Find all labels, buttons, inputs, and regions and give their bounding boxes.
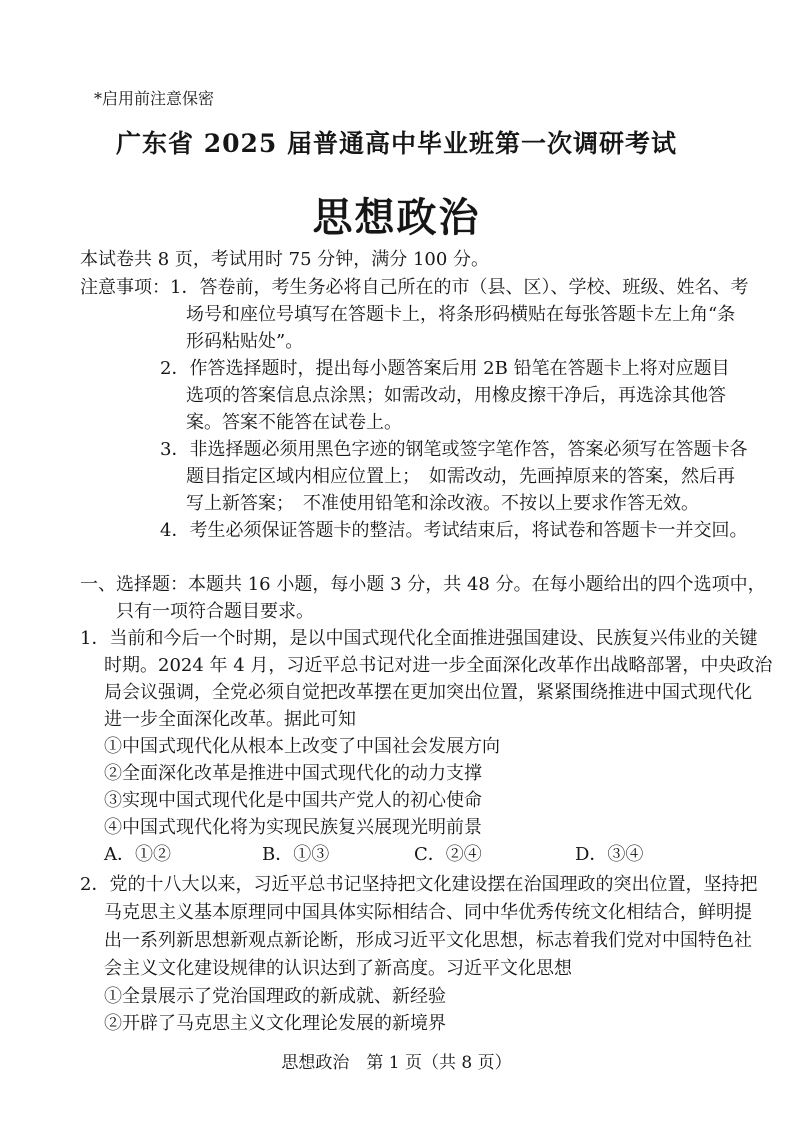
question-2-stem-line-4: 会主义文化建设规律的认识达到了新高度。习近平文化思想 [104, 958, 572, 979]
subject-title: 思想政治 [312, 194, 481, 241]
question-2-stem-line-2: 马克思主义基本原理同中国具体实际相结合、同中华优秀传统文化相结合，鲜明提 [104, 902, 752, 923]
question-2-stem-line-1: 2．党的十八大以来，习近平总书记坚持把文化建设摆在治国理政的突出位置，坚持把 [80, 874, 758, 895]
question-1-statement-2: ②全面深化改革是推进中国式现代化的动力支撑 [104, 763, 482, 784]
notice-item-2-line-3: 案。答案不能答在试卷上。 [186, 412, 402, 433]
exam-intro: 本试卷共 8 页，考试用时 75 分钟，满分 100 分。 [80, 249, 490, 270]
notice-item-1-line-1: 1．答卷前，考生务必将自己所在的市（县、区）、学校、班级、姓名、考 [170, 277, 749, 298]
question-1-option-c: C．②④ [414, 844, 482, 865]
page-footer: 思想政治 第 1 页（共 8 页） [281, 1053, 512, 1073]
section-1-heading-line-1: 一、选择题：本题共 16 小题，每小题 3 分，共 48 分。在每小题给出的四个选项中， [80, 574, 766, 595]
question-1-option-a: A．①② [104, 844, 171, 865]
question-1-option-d: D．③④ [575, 844, 644, 865]
exam-title: 广东省 2025 届普通高中毕业班第一次调研考试 [116, 129, 677, 158]
confidential-notice: *启用前注意保密 [94, 89, 215, 108]
notice-item-3-line-3: 写上新答案； 不准使用铅笔和涂改液。不按以上要求作答无效。 [186, 493, 699, 514]
question-2-stem-line-3: 出一系列新思想新观点新论断，形成习近平文化思想，标志着我们党对中国特色社 [104, 930, 752, 951]
notice-item-2-line-2: 选项的答案信息点涂黑；如需改动，用橡皮擦干净后，再选涂其他答 [186, 385, 726, 406]
question-1-stem-line-4: 进一步全面深化改革。据此可知 [104, 709, 356, 730]
question-1-statement-3: ③实现中国式现代化是中国共产党人的初心使命 [104, 790, 482, 811]
section-1-heading-line-2: 只有一项符合题目要求。 [116, 601, 314, 622]
question-1-stem-line-2: 时期。2024 年 4 月，习近平总书记对进一步全面深化改革作出战略部署，中央政治 [104, 655, 773, 676]
notice-item-4-line-1: 4．考生必须保证答题卡的整洁。考试结束后，将试卷和答题卡一并交回。 [160, 520, 748, 541]
question-1-stem-line-1: 1．当前和今后一个时期，是以中国式现代化全面推进强国建设、民族复兴伟业的关键 [80, 628, 758, 649]
notice-item-3-line-2: 题目指定区域内相应位置上； 如需改动，先画掉原来的答案，然后再 [186, 466, 735, 487]
question-2-statement-2: ②开辟了马克思主义文化理论发展的新境界 [104, 1013, 446, 1034]
question-1-stem-line-3: 局会议强调，全党必须自觉把改革摆在更加突出位置，紧紧围绕推进中国式现代化 [104, 682, 752, 703]
question-1-statement-1: ①中国式现代化从根本上改变了中国社会发展方向 [104, 736, 500, 757]
notice-item-1-line-3: 形码粘贴处”。 [186, 331, 304, 352]
notice-label: 注意事项： [80, 277, 170, 298]
notice-item-1-line-2: 场号和座位号填写在答题卡上，将条形码横贴在每张答题卡左上角“条 [186, 304, 736, 325]
question-1-statement-4: ④中国式现代化将为实现民族复兴展现光明前景 [104, 817, 482, 838]
notice-item-2-line-1: 2．作答选择题时，提出每小题答案后用 2B 铅笔在答题卡上将对应题目 [160, 358, 730, 379]
question-1-option-b: B．①③ [262, 844, 330, 865]
question-2-statement-1: ①全景展示了党治国理政的新成就、新经验 [104, 986, 446, 1007]
notice-item-3-line-1: 3．非选择题必须用黑色字迹的钢笔或签字笔作答，答案必须写在答题卡各 [160, 439, 748, 460]
